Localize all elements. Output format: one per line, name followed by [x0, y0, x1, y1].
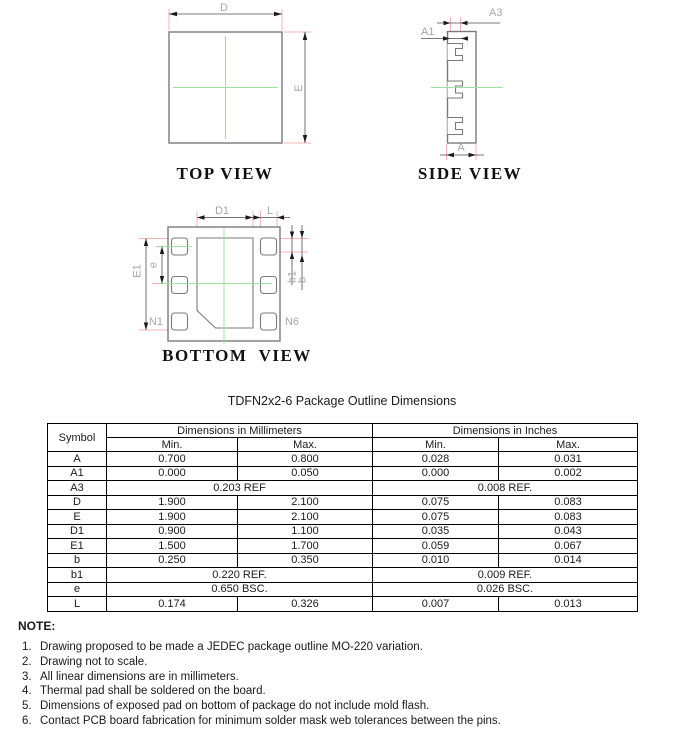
- table-subheader-row: [48, 438, 638, 452]
- table-cell: 0.083: [499, 495, 638, 510]
- table-cell: A3: [48, 481, 107, 496]
- note-text: Dimensions of exposed pad on bottom of package do not include mold flash.: [40, 700, 430, 713]
- table-cell: 0.075: [373, 495, 499, 510]
- table-cell: 1.500: [107, 539, 238, 554]
- note-text: Drawing proposed to be made a JEDEC package outline MO-220 variation.: [40, 641, 423, 653]
- table-cell: 0.326: [238, 597, 373, 612]
- table-row: [48, 452, 638, 467]
- note-text: Thermal pad shall be soldered on the board.: [40, 685, 266, 698]
- dimension-label-E1: E1: [131, 264, 144, 278]
- table-title: TDFN2x2-6 Package Outline Dimensions: [227, 394, 457, 408]
- table-cell: E1: [48, 539, 107, 554]
- table-cell: A: [48, 452, 107, 467]
- top-view-drawing: [169, 2, 311, 143]
- pin-label-N1: N1: [148, 316, 164, 328]
- column-header-in-min: Min.: [373, 438, 499, 452]
- table-row: [48, 568, 638, 583]
- table-cell: 0.028: [373, 452, 499, 467]
- table-cell: 1.900: [107, 510, 238, 525]
- arrowhead: [254, 215, 261, 219]
- table-cell: 2.100: [238, 510, 373, 525]
- arrowhead: [274, 12, 282, 16]
- arrowhead: [160, 247, 164, 255]
- table-cell: 0.031: [499, 452, 638, 467]
- table-cell: b1: [48, 568, 107, 583]
- table-row: [48, 466, 638, 481]
- note-number: 4.: [22, 685, 32, 698]
- note-item: [18, 684, 673, 699]
- table-cell: 0.067: [499, 539, 638, 554]
- pin-label-N6: N6: [284, 316, 300, 328]
- table-cell: 0.000: [107, 466, 238, 481]
- arrowhead: [290, 232, 294, 239]
- arrowhead: [447, 153, 455, 157]
- arrowhead: [290, 252, 294, 259]
- table-row: [48, 582, 638, 597]
- dimension-label-A3: A3: [489, 7, 503, 19]
- note-number: 3.: [22, 670, 32, 683]
- table-cell: 0.007: [373, 597, 499, 612]
- arrowhead: [300, 255, 304, 262]
- table-cell: 0.700: [107, 452, 238, 467]
- table-cell: 2.100: [238, 495, 373, 510]
- pad: [261, 313, 277, 330]
- table-cell: 0.350: [238, 553, 373, 568]
- note-item: [18, 699, 673, 714]
- pad: [172, 313, 188, 330]
- column-header-mm: Dimensions in Millimeters: [107, 424, 373, 438]
- arrowhead: [144, 323, 148, 331]
- table-cell: 1.900: [107, 495, 238, 510]
- arrowhead: [197, 215, 205, 219]
- table-cell: D: [48, 495, 107, 510]
- table-cell: 0.203 REF: [107, 481, 373, 496]
- side-view-caption: SIDE VIEW: [417, 164, 523, 183]
- table-cell: 0.043: [499, 524, 638, 539]
- arrowhead: [469, 153, 477, 157]
- table-cell: b: [48, 553, 107, 568]
- side-view-drawing: [421, 7, 503, 160]
- arrowhead: [303, 135, 307, 143]
- pad: [261, 277, 277, 294]
- note-item: [18, 714, 673, 729]
- note-text: Drawing not to scale.: [40, 655, 148, 668]
- table-cell: 0.800: [238, 452, 373, 467]
- arrowhead: [160, 276, 164, 284]
- table-row: [48, 524, 638, 539]
- table-cell: 0.000: [373, 466, 499, 481]
- bottom-view-caption: BOTTOM VIEW: [162, 346, 312, 365]
- table-cell: 0.900: [107, 524, 238, 539]
- dimension-label-b1: b1: [286, 270, 299, 284]
- table-cell: 0.014: [499, 553, 638, 568]
- dimensions-table: [47, 423, 638, 612]
- notes-heading: NOTE:: [18, 619, 56, 633]
- note-number: 6.: [22, 714, 32, 727]
- dimension-label-L: L: [266, 205, 274, 217]
- arrowhead: [300, 231, 304, 238]
- table-cell: 0.075: [373, 510, 499, 525]
- table-cell: E: [48, 510, 107, 525]
- arrowhead: [144, 239, 148, 247]
- dimension-label-A: A: [457, 142, 465, 154]
- table-cell: 0.174: [107, 597, 238, 612]
- column-header-mm-min: Min.: [107, 438, 238, 452]
- table-cell: 0.026 BSC.: [373, 582, 638, 597]
- column-header-symbol: Symbol: [48, 424, 107, 452]
- table-row: [48, 510, 638, 525]
- arrowhead: [277, 215, 284, 219]
- table-cell: 0.059: [373, 539, 499, 554]
- dimension-label-D1: D1: [214, 205, 230, 217]
- dimension-label-b: b: [296, 276, 309, 284]
- table-cell: e: [48, 582, 107, 597]
- table-cell: 0.010: [373, 553, 499, 568]
- table-cell: A1: [48, 466, 107, 481]
- table-row: [48, 481, 638, 496]
- note-text: All linear dimensions are in millimeters.: [40, 670, 239, 683]
- table-cell: 0.009 REF.: [373, 568, 638, 583]
- table-cell: 0.002: [499, 466, 638, 481]
- table-cell: 1.700: [238, 539, 373, 554]
- table-cell: 1.100: [238, 524, 373, 539]
- table-cell: 0.083: [499, 510, 638, 525]
- table-row: [48, 539, 638, 554]
- table-cell: 0.013: [499, 597, 638, 612]
- table-cell: 0.008 REF.: [373, 481, 638, 496]
- table-header-row: [48, 424, 638, 438]
- note-number: 1.: [22, 641, 32, 653]
- notes-list: [18, 640, 673, 729]
- arrowhead: [169, 12, 177, 16]
- column-header-inches: Dimensions in Inches: [373, 424, 638, 438]
- arrowhead: [303, 32, 307, 40]
- arrowhead: [461, 21, 468, 25]
- column-header-in-max: Max.: [499, 438, 638, 452]
- bottom-view-drawing: [132, 205, 309, 344]
- table-row: [48, 553, 638, 568]
- dimension-label-E: E: [293, 84, 305, 92]
- table-cell: 0.650 BSC.: [107, 582, 373, 597]
- table-cell: L: [48, 597, 107, 612]
- table-row: [48, 495, 638, 510]
- dimension-label-A1: A1: [421, 26, 435, 38]
- top-view-caption: TOP VIEW: [176, 164, 274, 183]
- note-number: 2.: [22, 655, 32, 668]
- dimension-label-e: e: [147, 261, 160, 269]
- dimension-label-D: D: [220, 2, 228, 14]
- note-number: 5.: [22, 700, 32, 713]
- note-item: [18, 655, 673, 670]
- pad: [172, 277, 188, 294]
- table-cell: 0.250: [107, 553, 238, 568]
- table-row: [48, 597, 638, 612]
- note-item: [18, 670, 673, 685]
- table-cell: D1: [48, 524, 107, 539]
- table-cell: 0.035: [373, 524, 499, 539]
- note-item: [18, 640, 673, 655]
- arrowhead: [444, 21, 451, 25]
- note-text: Contact PCB board fabrication for minimum solder mask web tolerances between the pins.: [40, 714, 501, 727]
- table-cell: 0.220 REF.: [107, 568, 373, 583]
- notes-section: [18, 619, 673, 729]
- pad: [261, 238, 277, 255]
- column-header-mm-max: Max.: [238, 438, 373, 452]
- table-cell: 0.050: [238, 466, 373, 481]
